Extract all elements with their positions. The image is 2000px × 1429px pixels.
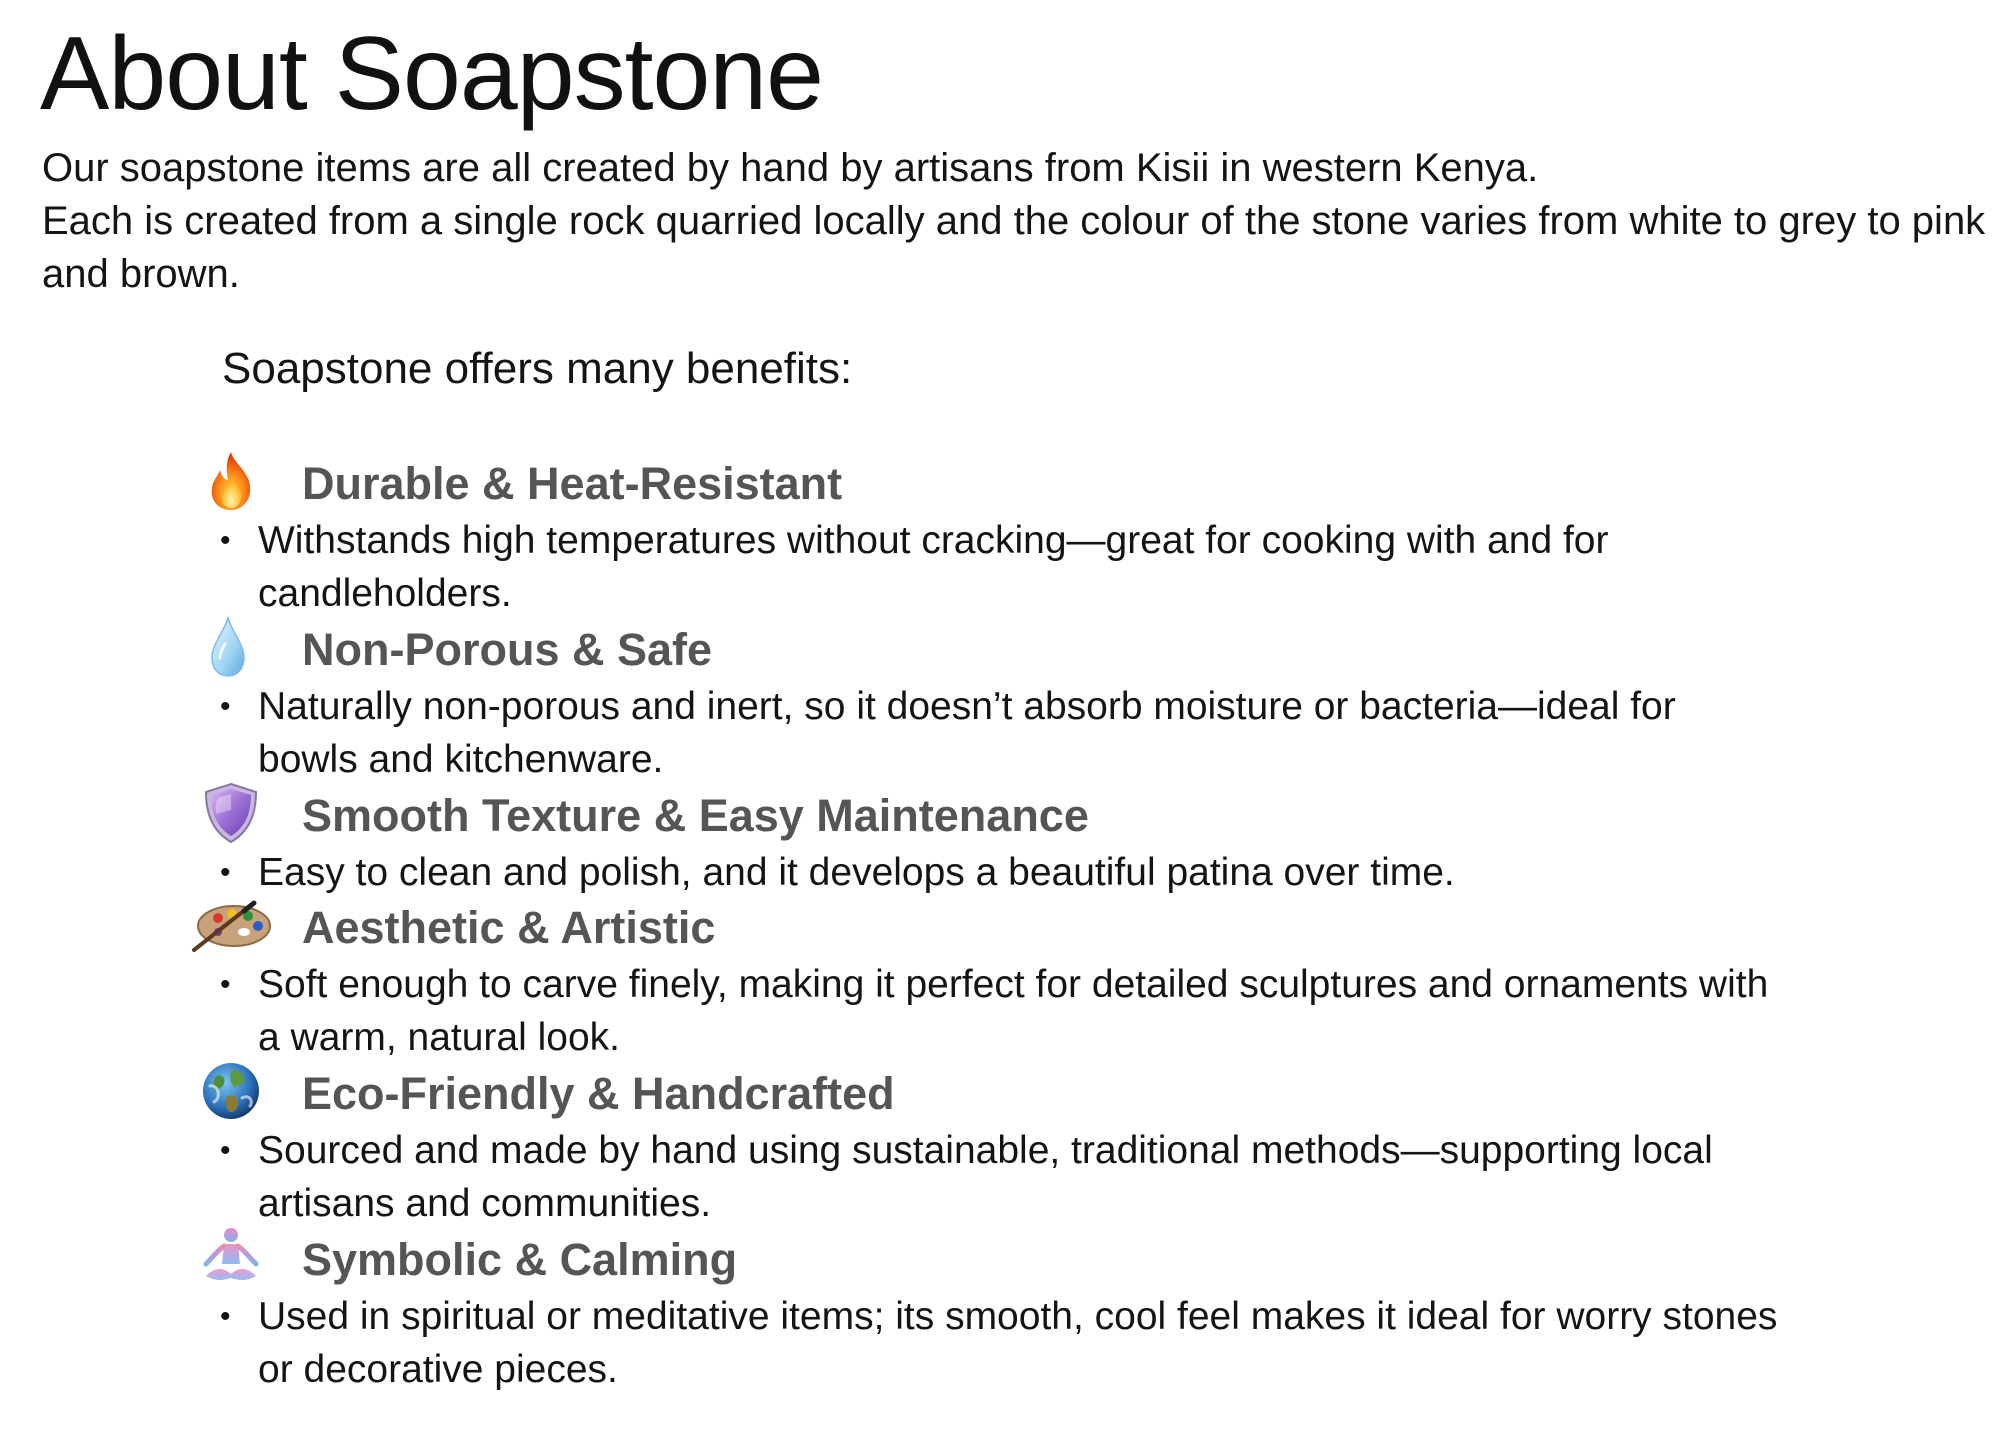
- water-drop-icon: [198, 614, 264, 680]
- benefit-item: [198, 892, 1838, 1064]
- benefit-description: [198, 514, 1778, 620]
- shield-icon: [198, 780, 264, 846]
- benefit-description: [198, 958, 1778, 1064]
- benefit-item: [198, 448, 1838, 620]
- benefit-description-text: Soft enough to carve finely, making it perfect for detailed sculptures and ornaments with a warm, natural look.: [258, 963, 1769, 1059]
- benefit-description-text: Sourced and made by hand using sustainable, traditional methods—supporting local artisans and communities.: [258, 1129, 1713, 1225]
- benefit-title: Eco-Friendly & Handcrafted: [302, 1068, 895, 1119]
- benefit-description: [198, 1290, 1778, 1396]
- intro-line: Our soapstone items are all created by hand by artisans from Kisii in western Kenya.: [42, 146, 1539, 190]
- page-title: About Soapstone: [40, 16, 823, 132]
- bullet-marker: •: [220, 1134, 231, 1167]
- bullet-marker: •: [220, 1300, 231, 1333]
- benefit-description-text: Easy to clean and polish, and it develops a beautiful patina over time.: [258, 851, 1455, 894]
- benefit-heading: [198, 892, 1838, 958]
- globe-icon: [198, 1058, 264, 1124]
- benefit-item: [198, 614, 1838, 786]
- bullet-marker: •: [220, 690, 231, 723]
- benefit-description: [198, 1124, 1778, 1230]
- artist-palette-icon: [188, 892, 274, 958]
- benefit-title: Non-Porous & Safe: [302, 624, 713, 675]
- benefit-description-text: Withstands high temperatures without cracking—great for cooking with and for candleholders.: [258, 519, 1609, 615]
- benefit-heading: [198, 614, 1838, 680]
- bullet-marker: •: [220, 856, 231, 889]
- benefits-lead: Soapstone offers many benefits:: [222, 344, 853, 393]
- benefit-title: Aesthetic & Artistic: [302, 902, 716, 953]
- intro-line: Each is created from a single rock quarried locally and the colour of the stone varies from white to grey to pink and brown.: [42, 199, 1986, 296]
- bullet-marker: •: [220, 968, 231, 1001]
- benefit-description-text: Naturally non-porous and inert, so it doesn’t absorb moisture or bacteria—ideal for bowls and kitchenware.: [258, 685, 1676, 781]
- benefit-item: [198, 1058, 1838, 1230]
- fire-icon: [198, 448, 264, 514]
- benefit-item: [198, 780, 1838, 899]
- benefit-title: Smooth Texture & Easy Maintenance: [302, 790, 1089, 841]
- benefit-heading: [198, 1058, 1838, 1124]
- benefit-heading: [198, 780, 1838, 846]
- benefit-description-text: Used in spiritual or meditative items; its smooth, cool feel makes it ideal for worry stones or decorative pieces.: [258, 1295, 1778, 1391]
- bullet-marker: •: [220, 524, 231, 557]
- benefit-title: Symbolic & Calming: [302, 1234, 738, 1285]
- benefit-item: [198, 1224, 1838, 1396]
- benefit-heading: [198, 448, 1838, 514]
- benefit-heading: [198, 1224, 1838, 1290]
- meditation-figure-icon: [198, 1224, 264, 1290]
- intro-paragraph: [42, 142, 1992, 301]
- benefit-title: Durable & Heat-Resistant: [302, 458, 843, 509]
- benefit-description: [198, 680, 1778, 786]
